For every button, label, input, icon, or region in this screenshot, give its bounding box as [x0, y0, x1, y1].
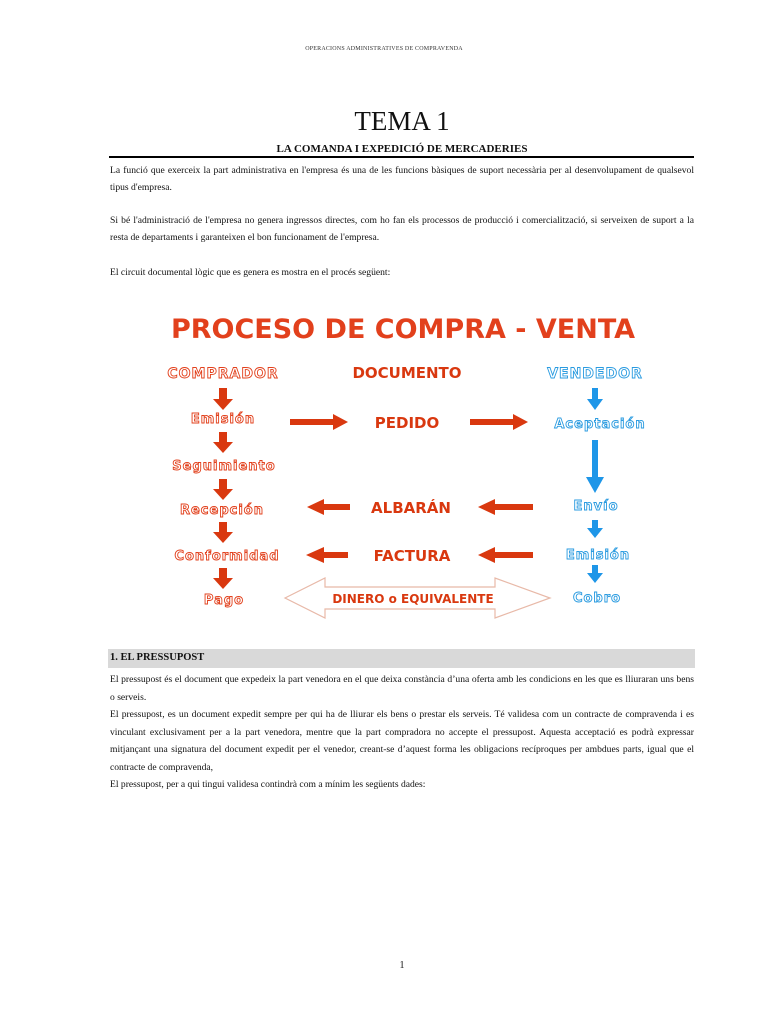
seller-column-header: VENDEDOR	[547, 366, 643, 382]
buyer-step-conformity: Conformidad	[174, 549, 280, 564]
seller-step-acceptance: Aceptación	[554, 417, 646, 432]
flow-arrows	[290, 414, 533, 563]
diagram-title: PROCESO DE COMPRA - VENTA	[170, 314, 636, 345]
buyer-step-reception: Recepción	[179, 503, 265, 518]
seller-step-shipment: Envío	[573, 499, 619, 514]
buyer-step-emission: Emisión	[190, 412, 256, 427]
document-column-header: DOCUMENTO	[352, 364, 462, 382]
intro-paragraph-3: El circuit documental lògic que es genera es mostra en el procés següent:	[110, 267, 391, 278]
title-rule	[109, 156, 694, 158]
buyer-step-tracking: Seguimiento	[172, 459, 276, 474]
purchase-sale-process-diagram	[150, 300, 670, 620]
document-delivery-note: ALBARÁN	[371, 499, 451, 517]
buyer-step-payment: Pago	[203, 593, 245, 608]
section-paragraph-2: El pressupost, es un document expedit sempre per qui ha de lliurar els bens o prestar els serveis. Té validesa com un contracte de compravenda i es vinculant exclusivament per a la part venedora, mentre que la part compradora no accepte el pressupost. Aquesta acceptació es podrà expressar mitjançant una signatura del document expedit per el venedor, creant-se d’aquest forma les obligacions recíproques per ambdues parts, igual que el contracte de compravenda,	[110, 709, 694, 773]
document-invoice: FACTURA	[373, 547, 451, 565]
intro-paragraph-2: Si bé l'administració de l'empresa no genera ingressos directes, com ho fan els processos de producció i comercialització, si serveixen de suport a la resta de departaments i garanteixen el bon funcionament de l'empresa.	[110, 215, 694, 243]
page-title: TEMA 1	[354, 106, 450, 136]
section-title: 1. EL PRESSUPOST	[110, 652, 205, 663]
buyer-column-header: COMPRADOR	[167, 366, 279, 382]
page-number: 1	[399, 960, 405, 971]
intro-paragraph-1: La funció que exerceix la part administrativa en l'empresa és una de les funcions bàsiques de suport necessària per al desenvolupament de qualsevol tipus d'empresa.	[110, 165, 694, 193]
running-header: OPERACIONS ADMINISTRATIVES DE COMPRAVENDA	[305, 46, 463, 52]
seller-step-collection: Cobro	[572, 591, 622, 606]
section-body	[110, 671, 694, 794]
seller-step-emission: Emisión	[565, 548, 631, 563]
section-paragraph-3: El pressupost, per a qui tingui validesa contindrà com a mínim les següents dades:	[110, 779, 426, 790]
page-subtitle: LA COMANDA I EXPEDICIÓ DE MERCADERIES	[276, 143, 528, 155]
document-order: PEDIDO	[374, 414, 440, 432]
section-paragraph-1: El pressupost és el document que expedeix la part venedora en el que deixa constància d’una oferta amb les condicions en les que es lliuraran uns bens o serveis.	[110, 674, 694, 703]
exchange-label: DINERO o EQUIVALENTE	[332, 592, 494, 606]
